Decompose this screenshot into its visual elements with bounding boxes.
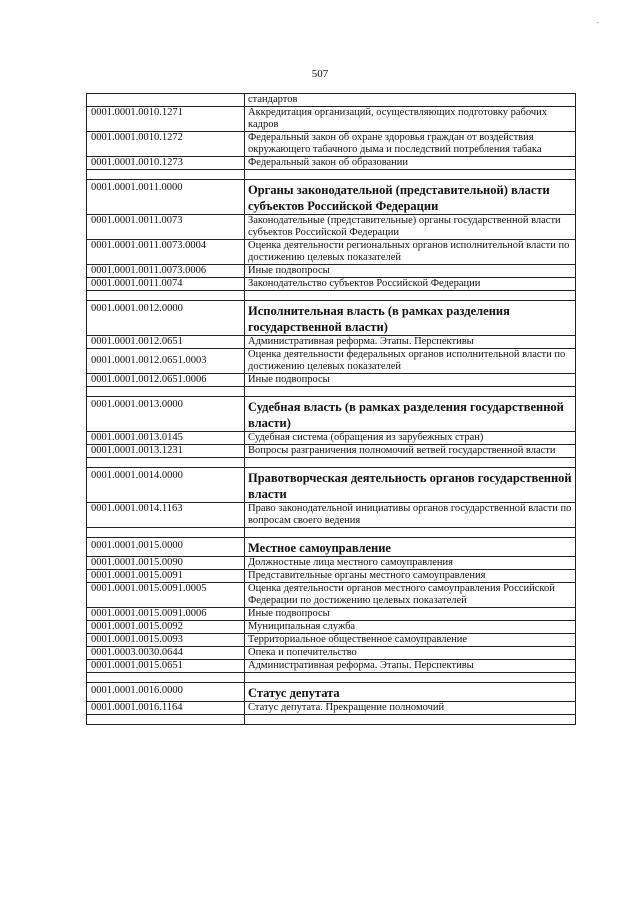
table-row	[87, 132, 576, 157]
code-cell: 0001.0001.0010.1271	[87, 107, 245, 132]
code-cell: 0001.0001.0015.0091.0005	[87, 583, 245, 608]
table-row	[87, 336, 576, 349]
description-cell: стандартов	[245, 94, 576, 107]
code-cell: 0001.0001.0011.0073.0004	[87, 240, 245, 265]
table-row	[87, 608, 576, 621]
table-row	[87, 94, 576, 107]
description-cell: Оценка деятельности органов местного самоуправления Российской Федерации по достижению целевых показателей	[245, 583, 576, 608]
description-cell: Представительные органы местного самоуправления	[245, 570, 576, 583]
description-cell: Вопросы разграничения полномочий ветвей государственной власти	[245, 445, 576, 458]
section-heading-row	[87, 397, 576, 432]
code-cell: 0001.0001.0014.1163	[87, 503, 245, 528]
description-cell: Законодательство субъектов Российской Федерации	[245, 278, 576, 291]
description-cell: Должностные лица местного самоуправления	[245, 557, 576, 570]
description-cell: Иные подвопросы	[245, 374, 576, 387]
table-row	[87, 702, 576, 715]
code-cell: 0001.0001.0016.0000	[87, 683, 245, 702]
spacer-row	[87, 291, 576, 301]
spacer-cell	[245, 458, 576, 468]
table-row	[87, 570, 576, 583]
classifier-table-body	[87, 94, 576, 725]
section-title-cell: Органы законодательной (представительной) власти субъектов Российской Федерации	[245, 180, 576, 215]
spacer-cell	[245, 528, 576, 538]
code-cell: 0001.0001.0014.0000	[87, 468, 245, 503]
spacer-cell	[87, 528, 245, 538]
description-cell: Аккредитация организаций, осуществляющих подготовку рабочих кадров	[245, 107, 576, 132]
section-title-cell: Исполнительная власть (в рамках разделения государственной власти)	[245, 301, 576, 336]
code-cell: 0001.0001.0015.0093	[87, 634, 245, 647]
description-cell: Федеральный закон об образовании	[245, 157, 576, 170]
code-cell: 0001.0001.0012.0000	[87, 301, 245, 336]
code-cell: 0001.0001.0016.1164	[87, 702, 245, 715]
description-cell: Законодательные (представительные) органы государственной власти субъектов Российской Федерации	[245, 215, 576, 240]
spacer-cell	[245, 170, 576, 180]
code-cell: 0001.0001.0011.0074	[87, 278, 245, 291]
table-row	[87, 432, 576, 445]
section-heading-row	[87, 468, 576, 503]
description-cell: Оценка деятельности региональных органов исполнительной власти по достижению целевых показателей	[245, 240, 576, 265]
table-row	[87, 240, 576, 265]
section-title-cell: Статус депутата	[245, 683, 576, 702]
description-cell: Административная реформа. Этапы. Перспективы	[245, 336, 576, 349]
description-cell: Статус депутата. Прекращение полномочий	[245, 702, 576, 715]
code-cell: 0001.0001.0012.0651.0006	[87, 374, 245, 387]
classifier-table	[86, 93, 576, 725]
table-row	[87, 583, 576, 608]
spacer-cell	[87, 715, 245, 725]
description-cell: Оценка деятельности федеральных органов исполнительной власти по достижению целевых показателей	[245, 349, 576, 374]
spacer-cell	[245, 387, 576, 397]
description-cell: Иные подвопросы	[245, 265, 576, 278]
code-cell: 0001.0001.0012.0651.0003	[87, 349, 245, 374]
spacer-cell	[245, 715, 576, 725]
spacer-cell	[87, 458, 245, 468]
spacer-row	[87, 715, 576, 725]
code-cell: 0001.0001.0015.0090	[87, 557, 245, 570]
table-row	[87, 278, 576, 291]
code-cell: 0001.0001.0015.0651	[87, 660, 245, 673]
section-heading-row	[87, 538, 576, 557]
code-cell	[87, 94, 245, 107]
corner-mark: -	[596, 18, 599, 27]
table-row	[87, 374, 576, 387]
table-row	[87, 349, 576, 374]
section-title-cell: Местное самоуправление	[245, 538, 576, 557]
description-cell: Право законодательной инициативы органов государственной власти по вопросам своего ведения	[245, 503, 576, 528]
spacer-cell	[87, 387, 245, 397]
section-title-cell: Правотворческая деятельность органов государственной власти	[245, 468, 576, 503]
code-cell: 0001.0001.0011.0073	[87, 215, 245, 240]
section-title-cell: Судебная власть (в рамках разделения государственной власти)	[245, 397, 576, 432]
description-cell: Судебная система (обращения из зарубежных стран)	[245, 432, 576, 445]
spacer-row	[87, 673, 576, 683]
code-cell: 0001.0001.0010.1273	[87, 157, 245, 170]
table-row	[87, 660, 576, 673]
code-cell: 0001.0001.0010.1272	[87, 132, 245, 157]
spacer-row	[87, 528, 576, 538]
table-row	[87, 445, 576, 458]
code-cell: 0001.0001.0013.0000	[87, 397, 245, 432]
table-row	[87, 503, 576, 528]
code-cell: 0001.0001.0015.0091.0006	[87, 608, 245, 621]
section-heading-row	[87, 683, 576, 702]
code-cell: 0001.0001.0015.0091	[87, 570, 245, 583]
spacer-row	[87, 170, 576, 180]
code-cell: 0001.0001.0012.0651	[87, 336, 245, 349]
code-cell: 0001.0001.0011.0073.0006	[87, 265, 245, 278]
table-row	[87, 634, 576, 647]
spacer-cell	[245, 291, 576, 301]
code-cell: 0001.0003.0030.0644	[87, 647, 245, 660]
table-row	[87, 107, 576, 132]
description-cell: Территориальное общественное самоуправление	[245, 634, 576, 647]
description-cell: Федеральный закон об охране здоровья граждан от воздействия окружающего табачного дыма и последствий потребления табака	[245, 132, 576, 157]
table-row	[87, 621, 576, 634]
section-heading-row	[87, 301, 576, 336]
code-cell: 0001.0001.0015.0000	[87, 538, 245, 557]
description-cell: Иные подвопросы	[245, 608, 576, 621]
table-row	[87, 647, 576, 660]
description-cell: Муниципальная служба	[245, 621, 576, 634]
page-number: 507	[311, 68, 329, 80]
description-cell: Опека и попечительство	[245, 647, 576, 660]
spacer-cell	[87, 673, 245, 683]
table-row	[87, 215, 576, 240]
spacer-row	[87, 387, 576, 397]
spacer-cell	[87, 170, 245, 180]
section-heading-row	[87, 180, 576, 215]
table-row	[87, 557, 576, 570]
spacer-cell	[245, 673, 576, 683]
spacer-row	[87, 458, 576, 468]
code-cell: 0001.0001.0013.0145	[87, 432, 245, 445]
code-cell: 0001.0001.0015.0092	[87, 621, 245, 634]
table-row	[87, 265, 576, 278]
spacer-cell	[87, 291, 245, 301]
code-cell: 0001.0001.0011.0000	[87, 180, 245, 215]
code-cell: 0001.0001.0013.1231	[87, 445, 245, 458]
description-cell: Административная реформа. Этапы. Перспективы	[245, 660, 576, 673]
table-row	[87, 157, 576, 170]
